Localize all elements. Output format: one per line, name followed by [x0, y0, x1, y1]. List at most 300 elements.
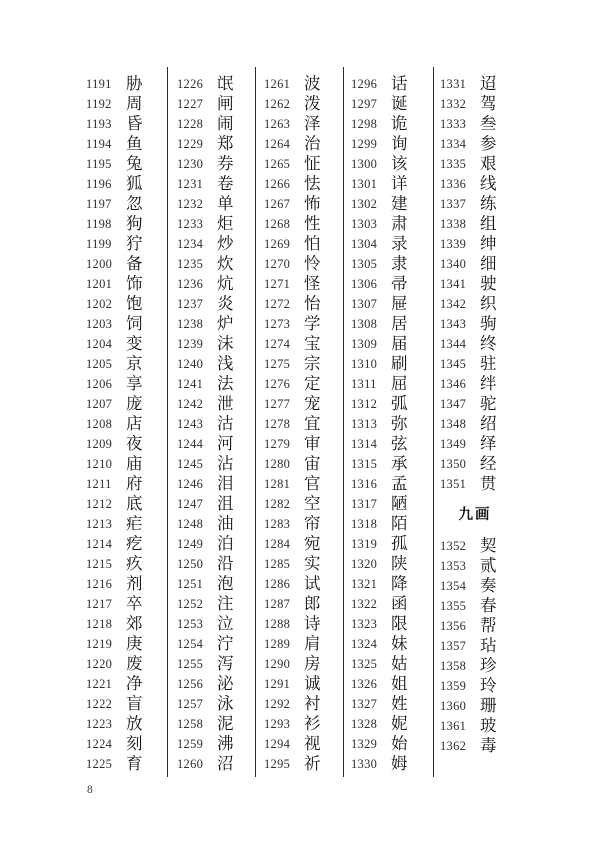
entry-number: 1355 [440, 598, 467, 613]
entry-number: 1200 [86, 256, 113, 271]
entry-number: 1356 [440, 618, 467, 633]
entry-character: 沼 [217, 754, 234, 773]
entry-character: 函 [391, 594, 408, 613]
entry-character: 参 [480, 134, 497, 153]
entry-number: 1286 [264, 576, 291, 591]
entry-character: 郎 [304, 594, 321, 613]
entry-character: 油 [217, 514, 234, 533]
entry-character: 妹 [391, 634, 408, 653]
entry-character: 建 [391, 194, 408, 213]
entry-number: 1315 [351, 456, 378, 471]
character-entry [264, 374, 348, 394]
entry-number: 1307 [351, 296, 378, 311]
character-entry [351, 574, 435, 594]
character-entry [86, 114, 170, 134]
entry-character: 卒 [126, 594, 143, 613]
entry-number: 1218 [86, 616, 113, 631]
entry-number: 1258 [177, 716, 204, 731]
entry-number: 1293 [264, 716, 291, 731]
character-entry [351, 674, 435, 694]
character-entry [440, 394, 524, 414]
entry-number: 1248 [177, 516, 204, 531]
entry-number: 1204 [86, 336, 113, 351]
character-entry [177, 434, 261, 454]
entry-character: 宠 [304, 394, 321, 413]
entry-character: 怪 [304, 274, 321, 293]
entry-number: 1255 [177, 656, 204, 671]
entry-number: 1346 [440, 376, 467, 391]
character-entry [86, 314, 170, 334]
character-entry [86, 74, 170, 94]
entry-character: 泊 [217, 534, 234, 553]
entry-character: 饰 [126, 274, 143, 293]
entry-number: 1309 [351, 336, 378, 351]
entry-number: 1196 [86, 176, 112, 191]
entry-number: 1215 [86, 556, 113, 571]
character-entry [264, 354, 348, 374]
character-entry [351, 354, 435, 374]
entry-number: 1299 [351, 136, 378, 151]
entry-number: 1291 [264, 676, 291, 691]
entry-character: 珍 [480, 656, 497, 675]
character-entry [264, 274, 348, 294]
entry-character: 周 [126, 94, 143, 113]
entry-character: 鱼 [126, 134, 143, 153]
character-entry [86, 334, 170, 354]
character-entry [177, 654, 261, 674]
entry-number: 1359 [440, 678, 467, 693]
entry-character: 庚 [126, 634, 143, 653]
character-entry [351, 234, 435, 254]
character-entry [264, 754, 348, 774]
character-entry [177, 74, 261, 94]
entry-character: 空 [304, 494, 321, 513]
entry-character: 询 [391, 134, 408, 153]
character-entry [351, 114, 435, 134]
entry-number: 1339 [440, 236, 467, 251]
entry-number: 1249 [177, 536, 204, 551]
entry-character: 炕 [217, 274, 234, 293]
entry-number: 1246 [177, 476, 204, 491]
entry-number: 1325 [351, 656, 378, 671]
character-entry [264, 234, 348, 254]
entry-number: 1312 [351, 396, 378, 411]
entry-character: 泼 [304, 94, 321, 113]
entry-character: 详 [391, 174, 408, 193]
character-entry [351, 134, 435, 154]
entry-character: 贰 [480, 556, 497, 575]
entry-character: 驻 [480, 354, 497, 373]
entry-character: 限 [391, 614, 408, 633]
entry-number: 1229 [177, 136, 204, 151]
character-entry [177, 254, 261, 274]
entry-number: 1262 [264, 96, 291, 111]
character-entry [264, 174, 348, 194]
character-entry [86, 414, 170, 434]
entry-character: 姆 [391, 754, 408, 773]
entry-character: 沫 [217, 334, 234, 353]
entry-number: 1351 [440, 476, 467, 491]
entry-character: 承 [391, 454, 408, 473]
entry-number: 1331 [440, 76, 467, 91]
character-entry [177, 514, 261, 534]
entry-number: 1316 [351, 476, 378, 491]
entry-character: 官 [304, 474, 321, 493]
entry-character: 怕 [304, 234, 321, 253]
character-entry [86, 94, 170, 114]
character-entry [177, 474, 261, 494]
entry-number: 1333 [440, 116, 467, 131]
character-entry [177, 574, 261, 594]
entry-character: 备 [126, 254, 143, 273]
character-entry [177, 674, 261, 694]
entry-number: 1348 [440, 416, 467, 431]
entry-number: 1285 [264, 556, 291, 571]
entry-number: 1225 [86, 756, 113, 771]
entry-character: 肩 [304, 634, 321, 653]
entry-character: 契 [480, 536, 497, 555]
entry-number: 1243 [177, 416, 204, 431]
character-entry [440, 94, 524, 114]
entry-character: 郑 [217, 134, 234, 153]
entry-number: 1257 [177, 696, 204, 711]
entry-number: 1313 [351, 416, 378, 431]
entry-number: 1213 [86, 516, 113, 531]
character-entry [440, 454, 524, 474]
character-entry [177, 374, 261, 394]
entry-character: 艰 [480, 154, 497, 173]
character-entry [440, 434, 524, 454]
entry-character: 性 [304, 214, 321, 233]
entry-character: 细 [480, 254, 497, 273]
entry-character: 闸 [217, 94, 234, 113]
entry-character: 弧 [391, 394, 408, 413]
entry-number: 1279 [264, 436, 291, 451]
entry-number: 1271 [264, 276, 291, 291]
entry-number: 1326 [351, 676, 378, 691]
character-entry [351, 434, 435, 454]
entry-character: 春 [480, 596, 497, 615]
character-entry [177, 734, 261, 754]
character-entry [264, 454, 348, 474]
entry-number: 1236 [177, 276, 204, 291]
character-entry [264, 674, 348, 694]
entry-character: 泽 [304, 114, 321, 133]
entry-number: 1245 [177, 456, 204, 471]
character-entry [86, 554, 170, 574]
entry-character: 京 [126, 354, 143, 373]
entry-character: 线 [480, 174, 497, 193]
entry-character: 降 [391, 574, 408, 593]
character-entry [440, 596, 524, 616]
character-column-2 [177, 74, 261, 774]
entry-number: 1278 [264, 416, 291, 431]
entry-character: 帚 [391, 274, 408, 293]
character-entry [440, 74, 524, 94]
entry-character: 狗 [126, 214, 143, 233]
entry-number: 1314 [351, 436, 378, 451]
entry-character: 法 [217, 374, 234, 393]
character-entry [86, 234, 170, 254]
entry-character: 屈 [391, 374, 408, 393]
entry-number: 1357 [440, 638, 467, 653]
character-entry [264, 694, 348, 714]
character-entry [264, 534, 348, 554]
entry-number: 1259 [177, 736, 204, 751]
character-entry [86, 254, 170, 274]
entry-number: 1237 [177, 296, 204, 311]
entry-character: 底 [126, 494, 143, 513]
entry-character: 驼 [480, 394, 497, 413]
entry-number: 1327 [351, 696, 378, 711]
entry-character: 河 [217, 434, 234, 453]
entry-character: 沮 [217, 494, 234, 513]
entry-character: 宙 [304, 454, 321, 473]
entry-number: 1311 [351, 376, 377, 391]
entry-character: 玻 [480, 716, 497, 735]
entry-number: 1281 [264, 476, 291, 491]
entry-character: 泻 [217, 654, 234, 673]
entry-character: 实 [304, 554, 321, 573]
entry-number: 1263 [264, 116, 291, 131]
entry-character: 泡 [217, 574, 234, 593]
entry-number: 1239 [177, 336, 204, 351]
entry-character: 育 [126, 754, 143, 773]
entry-number: 1219 [86, 636, 113, 651]
character-entry [86, 674, 170, 694]
character-column-1 [86, 74, 170, 774]
entry-number: 1223 [86, 716, 113, 731]
entry-number: 1301 [351, 176, 378, 191]
entry-number: 1253 [177, 616, 204, 631]
entry-number: 1296 [351, 76, 378, 91]
entry-character: 姑 [391, 654, 408, 673]
entry-number: 1340 [440, 256, 467, 271]
character-entry [86, 734, 170, 754]
entry-number: 1208 [86, 416, 113, 431]
entry-character: 沽 [217, 414, 234, 433]
entry-character: 始 [391, 734, 408, 753]
entry-number: 1202 [86, 296, 113, 311]
entry-character: 放 [126, 714, 143, 733]
entry-number: 1300 [351, 156, 378, 171]
character-entry [86, 654, 170, 674]
entry-character: 定 [304, 374, 321, 393]
entry-character: 绊 [480, 374, 497, 393]
character-entry [264, 134, 348, 154]
entry-number: 1231 [177, 176, 204, 191]
entry-number: 1277 [264, 396, 291, 411]
character-entry [440, 354, 524, 374]
character-entry [351, 154, 435, 174]
character-entry [351, 74, 435, 94]
entry-number: 1306 [351, 276, 378, 291]
entry-character: 居 [391, 314, 408, 333]
entry-character: 话 [391, 74, 408, 93]
entry-number: 1334 [440, 136, 467, 151]
character-entry [177, 394, 261, 414]
entry-number: 1347 [440, 396, 467, 411]
character-entry [351, 214, 435, 234]
entry-number: 1198 [86, 216, 112, 231]
entry-character: 变 [126, 334, 143, 353]
entry-character: 炎 [217, 294, 234, 313]
character-entry [86, 714, 170, 734]
entry-character: 氓 [217, 74, 234, 93]
character-entry [351, 194, 435, 214]
character-entry [86, 614, 170, 634]
character-entry [177, 334, 261, 354]
character-entry [264, 334, 348, 354]
entry-number: 1251 [177, 576, 204, 591]
entry-character: 沿 [217, 554, 234, 573]
entry-character: 沾 [217, 454, 234, 473]
entry-character: 弥 [391, 414, 408, 433]
entry-character: 盲 [126, 694, 143, 713]
character-entry [440, 576, 524, 596]
character-entry [86, 154, 170, 174]
entry-number: 1232 [177, 196, 204, 211]
character-entry [351, 454, 435, 474]
character-entry [440, 114, 524, 134]
character-entry [440, 134, 524, 154]
entry-number: 1358 [440, 658, 467, 673]
entry-character: 炒 [217, 234, 234, 253]
character-entry [440, 536, 524, 556]
character-entry [264, 494, 348, 514]
entry-character: 诞 [391, 94, 408, 113]
entry-number: 1308 [351, 316, 378, 331]
entry-character: 府 [126, 474, 143, 493]
entry-number: 1304 [351, 236, 378, 251]
character-entry [264, 394, 348, 414]
entry-character: 胁 [126, 74, 143, 93]
character-entry [440, 254, 524, 274]
character-entry [177, 594, 261, 614]
character-entry [351, 274, 435, 294]
entry-number: 1342 [440, 296, 467, 311]
entry-number: 1212 [86, 496, 113, 511]
entry-character: 衬 [304, 694, 321, 713]
entry-character: 兔 [126, 154, 143, 173]
character-entry [351, 494, 435, 514]
entry-character: 怖 [304, 194, 321, 213]
entry-number: 1288 [264, 616, 291, 631]
entry-character: 玷 [480, 636, 497, 655]
entry-number: 1280 [264, 456, 291, 471]
character-entry [440, 696, 524, 716]
entry-number: 1275 [264, 356, 291, 371]
entry-number: 1305 [351, 256, 378, 271]
character-entry [86, 394, 170, 414]
entry-character: 波 [304, 74, 321, 93]
character-entry [86, 274, 170, 294]
character-entry [177, 754, 261, 774]
entry-character: 饲 [126, 314, 143, 333]
entry-character: 审 [304, 434, 321, 453]
entry-number: 1338 [440, 216, 467, 231]
entry-character: 泳 [217, 694, 234, 713]
character-entry [440, 736, 524, 756]
entry-number: 1298 [351, 116, 378, 131]
character-entry [351, 374, 435, 394]
entry-character: 奏 [480, 576, 497, 595]
entry-character: 享 [126, 374, 143, 393]
character-entry [440, 334, 524, 354]
entry-number: 1273 [264, 316, 291, 331]
entry-number: 1310 [351, 356, 378, 371]
character-entry [440, 314, 524, 334]
character-entry [264, 594, 348, 614]
entry-number: 1290 [264, 656, 291, 671]
entry-number: 1320 [351, 556, 378, 571]
entry-number: 1269 [264, 236, 291, 251]
entry-number: 1235 [177, 256, 204, 271]
character-entry [86, 174, 170, 194]
character-entry [264, 414, 348, 434]
character-entry [177, 534, 261, 554]
entry-character: 废 [126, 654, 143, 673]
entry-character: 孟 [391, 474, 408, 493]
entry-number: 1199 [86, 236, 112, 251]
entry-number: 1287 [264, 596, 291, 611]
entry-number: 1282 [264, 496, 291, 511]
entry-number: 1319 [351, 536, 378, 551]
character-column-5 [440, 74, 524, 756]
character-entry [264, 554, 348, 574]
character-entry [264, 114, 348, 134]
character-entry [264, 614, 348, 634]
entry-character: 刷 [391, 354, 408, 373]
character-entry [264, 514, 348, 534]
entry-character: 泌 [217, 674, 234, 693]
entry-number: 1261 [264, 76, 291, 91]
entry-number: 1276 [264, 376, 291, 391]
character-entry [264, 474, 348, 494]
entry-character: 帘 [304, 514, 321, 533]
entry-character: 店 [126, 414, 143, 433]
entry-number: 1318 [351, 516, 378, 531]
entry-number: 1267 [264, 196, 291, 211]
character-entry [86, 194, 170, 214]
entry-character: 忽 [126, 194, 143, 213]
entry-character: 绅 [480, 234, 497, 253]
entry-character: 券 [217, 154, 234, 173]
character-entry [86, 574, 170, 594]
character-entry [440, 636, 524, 656]
entry-number: 1241 [177, 376, 204, 391]
character-entry [177, 114, 261, 134]
character-entry [440, 214, 524, 234]
character-entry [177, 154, 261, 174]
character-entry [351, 634, 435, 654]
entry-character: 迢 [480, 74, 497, 93]
entry-character: 驶 [480, 274, 497, 293]
character-entry [86, 694, 170, 714]
character-entry [351, 694, 435, 714]
entry-number: 1227 [177, 96, 204, 111]
character-entry [440, 154, 524, 174]
page-number: 8 [87, 784, 93, 796]
character-entry [351, 514, 435, 534]
character-entry [86, 454, 170, 474]
entry-number: 1191 [86, 76, 112, 91]
character-entry [264, 634, 348, 654]
entry-character: 陌 [391, 514, 408, 533]
character-entry [177, 354, 261, 374]
entry-character: 泥 [217, 714, 234, 733]
character-entry [440, 474, 524, 494]
